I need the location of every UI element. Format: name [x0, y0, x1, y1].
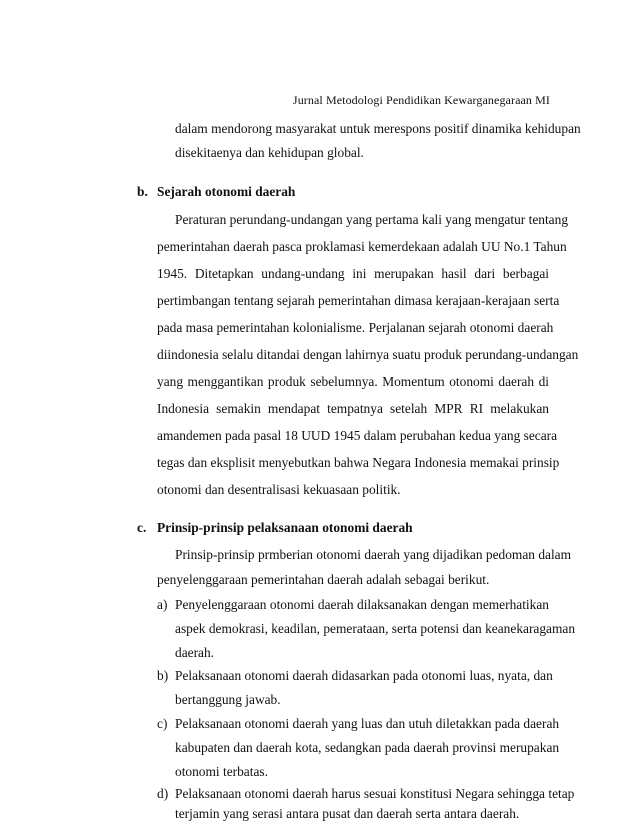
section-b-line-3: 1945. Ditetapkan undang-undang ini merupakan hasil dari berbagai: [157, 266, 549, 281]
intro-line-1: dalam mendorong masyarakat untuk merespons positif dinamika kehidupan: [175, 121, 581, 136]
intro-line-2: disekitaenya dan kehidupan global.: [175, 145, 364, 160]
section-b-line-4: pertimbangan tentang sejarah pemerintahan dimasa kerajaan-kerajaan serta: [157, 293, 560, 308]
section-c-line-1: Prinsip-prinsip prmberian otonomi daerah yang dijadikan pedoman dalam: [175, 547, 572, 562]
running-header: Jurnal Metodologi Pendidikan Kewarganegaraan MI: [292, 93, 550, 107]
list-item-d-line-2: terjamin yang serasi antara pusat dan daerah serta antara daerah.: [175, 806, 520, 821]
section-c-marker: c.: [137, 520, 147, 535]
list-item-a-line-3: daerah.: [175, 645, 215, 660]
section-b-line-1: Peraturan perundang-undangan yang pertama kali yang mengatur tentang: [175, 212, 569, 227]
list-item-c-marker: c): [157, 716, 168, 731]
section-b-line-8: Indonesia semakin mendapat tempatnya setelah MPR RI melakukan: [157, 401, 549, 416]
section-b-line-9: amandemen pada pasal 18 UUD 1945 dalam perubahan kedua yang secara: [157, 428, 558, 443]
list-item-b-line-1: Pelaksanaan otonomi daerah didasarkan pada otonomi luas, nyata, dan: [175, 668, 553, 683]
list-item-b-marker: b): [157, 668, 169, 683]
section-b-line-7: yang menggantikan produk sebelumnya. Momentum otonomi daerah di: [157, 374, 549, 389]
list-item-a-line-2: aspek demokrasi, keadilan, pemerataan, serta potensi dan keanekaragaman: [175, 621, 576, 636]
section-b-line-10: tegas dan eksplisit menyebutkan bahwa Negara Indonesia memakai prinsip: [157, 455, 560, 470]
list-item-c-line-1: Pelaksanaan otonomi daerah yang luas dan utuh diletakkan pada daerah: [175, 716, 560, 731]
section-b-line-2: pemerintahan daerah pasca proklamasi kemerdekaan adalah UU No.1 Tahun: [157, 239, 567, 254]
list-item-d-marker: d): [157, 786, 169, 801]
list-item-d-line-1: Pelaksanaan otonomi daerah harus sesuai konstitusi Negara sehingga tetap: [175, 786, 575, 801]
list-item-c-line-2: kabupaten dan daerah kota, sedangkan pada daerah provinsi merupakan: [175, 740, 560, 755]
section-c-line-2: penyelenggaraan pemerintahan daerah adalah sebagai berikut.: [157, 572, 490, 587]
section-b-line-5: pada masa pemerintahan kolonialisme. Perjalanan sejarah otonomi daerah: [157, 320, 554, 335]
list-item-a-marker: a): [157, 597, 168, 612]
section-b-line-6: diindonesia selalu ditandai dengan lahirnya suatu produk perundang-undangan: [157, 347, 579, 362]
list-item-c-line-3: otonomi terbatas.: [175, 764, 268, 779]
list-item-a-line-1: Penyelenggaraan otonomi daerah dilaksanakan dengan memerhatikan: [175, 597, 549, 612]
list-item-b-line-2: bertanggung jawab.: [175, 692, 281, 707]
section-b-marker: b.: [137, 184, 148, 199]
section-b-title: Sejarah otonomi daerah: [157, 184, 296, 199]
section-b-line-11: otonomi dan desentralisasi kekuasaan politik.: [157, 482, 401, 497]
section-c-title: Prinsip-prinsip pelaksanaan otonomi daerah: [157, 520, 413, 535]
